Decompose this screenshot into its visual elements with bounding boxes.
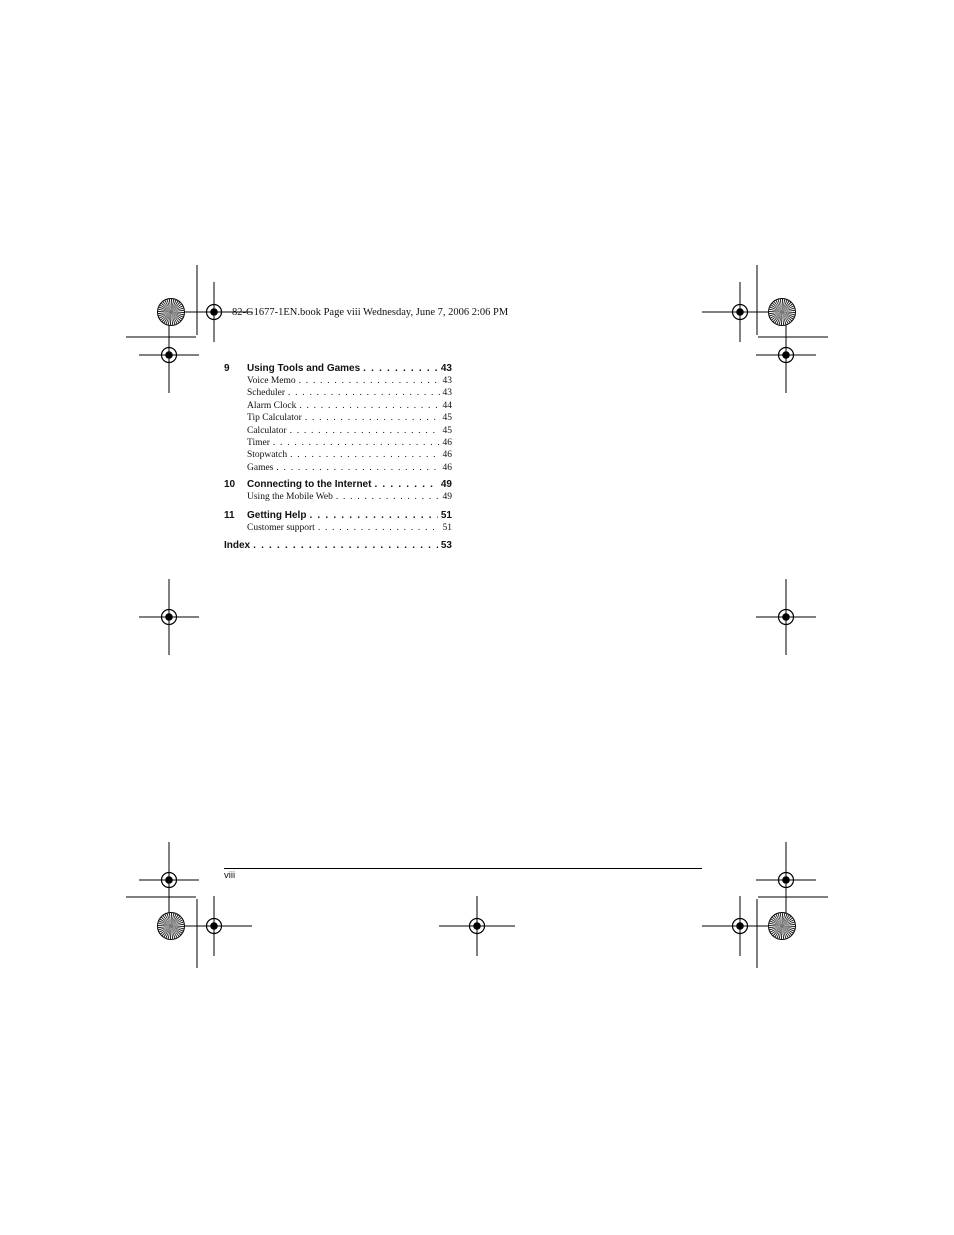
star-target xyxy=(158,913,185,940)
entry-label: Voice Memo xyxy=(247,376,296,386)
dot-leader xyxy=(299,375,440,387)
dot-leader xyxy=(336,491,440,503)
footer-page-number: viii xyxy=(224,870,236,881)
entry-label: Customer support xyxy=(247,522,315,533)
toc-chapter-10[interactable] xyxy=(224,478,452,491)
dot-leader xyxy=(299,400,439,412)
dot-leader xyxy=(253,539,438,552)
toc-entry-voice-memo[interactable] xyxy=(247,375,452,387)
toc-chapter-11[interactable] xyxy=(224,509,452,522)
dot-leader xyxy=(318,522,440,534)
chapter-number: 11 xyxy=(224,509,235,521)
dot-leader xyxy=(374,478,437,491)
toc-entry-timer[interactable] xyxy=(247,437,452,449)
star-target xyxy=(158,299,185,326)
toc-chapter-9[interactable] xyxy=(224,362,452,375)
chapter-title: Using Tools and Games xyxy=(247,363,361,374)
entry-label: Scheduler xyxy=(247,388,285,399)
registration-mark xyxy=(756,579,816,655)
entry-page: 44 xyxy=(442,400,452,411)
toc-index[interactable] xyxy=(224,539,452,552)
registration-mark xyxy=(139,317,199,393)
entry-label: Using the Mobile Web xyxy=(247,492,333,503)
footer-rule xyxy=(224,868,702,869)
chapter-title: Connecting to the Internet xyxy=(247,479,372,491)
toc-entry-scheduler[interactable] xyxy=(247,387,452,399)
toc-entry-stopwatch[interactable] xyxy=(247,449,452,461)
entry-page: 45 xyxy=(442,413,452,424)
toc-entry-alarm-clock[interactable] xyxy=(247,400,452,412)
registration-mark xyxy=(702,282,778,342)
chapter-number: 10 xyxy=(224,479,236,491)
registration-mark xyxy=(756,842,816,918)
entry-page: 45 xyxy=(442,425,452,436)
entry-page: 49 xyxy=(442,492,452,503)
star-target xyxy=(769,913,796,940)
entry-page: 46 xyxy=(442,450,452,461)
entry-label: Calculator xyxy=(247,425,287,436)
entry-page: 46 xyxy=(442,462,452,473)
entry-label: Stopwatch xyxy=(247,450,288,461)
dot-leader xyxy=(290,449,439,461)
entry-page: 46 xyxy=(442,437,452,448)
entry-label: Tip Calculator xyxy=(247,413,302,424)
entry-label: Timer xyxy=(247,437,270,448)
toc-entry-games[interactable] xyxy=(247,462,452,474)
dot-leader xyxy=(290,425,440,437)
dot-leader xyxy=(288,387,440,399)
slug-line: 82-G1677-1EN.book Page viii Wednesday, June 7, 2006 2:06 PM xyxy=(232,307,509,318)
entry-label: Alarm Clock xyxy=(247,400,297,411)
index-title: Index xyxy=(224,539,251,551)
chapter-page: 51 xyxy=(440,509,452,521)
chapter-page: 43 xyxy=(440,363,452,374)
chapter-number: 9 xyxy=(224,363,230,374)
registration-mark xyxy=(756,317,816,393)
dot-leader xyxy=(309,509,437,522)
chapter-page: 49 xyxy=(440,479,452,491)
entry-page: 43 xyxy=(442,388,452,399)
registration-mark xyxy=(702,896,778,956)
star-target xyxy=(769,299,796,326)
registration-mark xyxy=(139,579,199,655)
toc-entry-calculator[interactable] xyxy=(247,425,452,437)
toc-entry-using-the-mobile-web[interactable] xyxy=(247,491,452,503)
index-page: 53 xyxy=(440,539,452,551)
registration-mark xyxy=(176,896,252,956)
toc-entry-customer-support[interactable] xyxy=(247,522,452,534)
entry-page: 43 xyxy=(442,376,452,386)
dot-leader xyxy=(363,362,438,375)
chapter-title: Getting Help xyxy=(247,509,307,521)
dot-leader xyxy=(273,437,440,449)
table-of-contents xyxy=(224,362,452,552)
entry-page: 51 xyxy=(442,522,452,533)
entry-label: Games xyxy=(247,462,274,473)
dot-leader xyxy=(276,462,439,474)
registration-mark xyxy=(439,896,515,956)
toc-entry-tip-calculator[interactable] xyxy=(247,412,452,424)
dot-leader xyxy=(305,412,440,424)
registration-mark xyxy=(139,842,199,918)
